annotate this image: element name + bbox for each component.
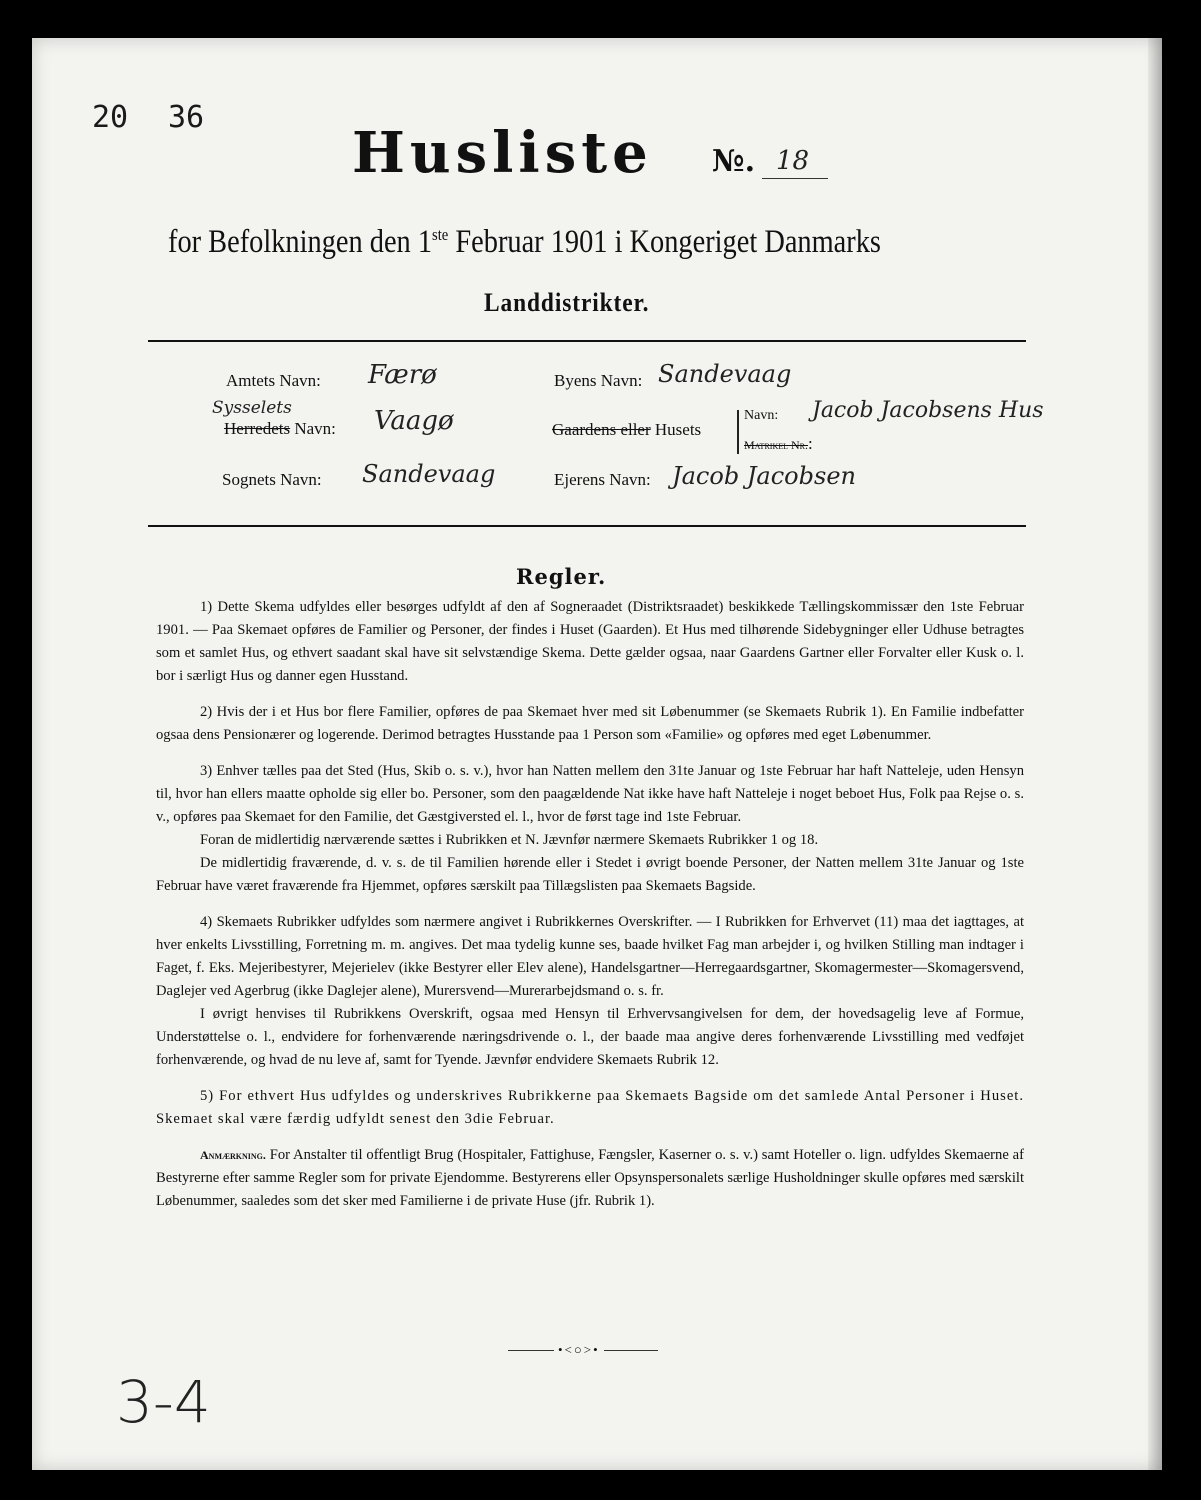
- number-mark: №.: [712, 144, 756, 179]
- house-name-value: Jacob Jacobsens Hus: [812, 398, 1044, 423]
- herred-label: Herredets Navn:: [224, 419, 336, 438]
- field-bracket: [737, 410, 739, 454]
- top-divider: [148, 340, 1026, 342]
- number-underline: [762, 178, 828, 179]
- rule-3: 3) Enhver tælles paa det Sted (Hus, Skib o. s. v.), hvor han Natten mellem den 31te Januar og 1ste Februar har haft Natteleje, uden Hensyn til, hvor han ellers maatte opholde sig eller bo. Personer, som den paagældende Nat ikke have haft Natteleje i noget beboet Hus, Folk paa Rejse o. s. v., opføres paa Skemaet for den Familie, det Gæstgiversted el. l., hvor de først tage ind 1ste Februar.: [156, 763, 1024, 825]
- rule-3-fravaerende: De midlertidig fraværende, d. v. s. de til Familien hørende eller i Stedet i øvrigt boende Personer, der Natten mellem 31te Januar og 1ste Februar have været fraværende fra Hjemmet, opføres særskilt paa Tillægslisten paa Skemaets Bagside.: [156, 855, 1024, 894]
- form-subtitle: for Befolkningen den 1ste Februar 1901 i Kongeriget Danmarks: [168, 224, 881, 260]
- rule-5: 5) For ethvert Hus udfyldes og underskrives Rubrikkerne paa Skemaets Bagside om det samlede Antal Personer i Huset. Skemaet skal være færdig udfyldt senest den 3die Februar.: [156, 1088, 1024, 1127]
- census-form-page: [32, 38, 1162, 1470]
- amt-value: Færø: [368, 360, 437, 390]
- by-label: Byens Navn:: [554, 371, 643, 390]
- rule-3-foran: Foran de midlertidig nærværende sættes i Rubrikken et N. Jævnfør nærmere Skemaets Rubrikker 1 og 18.: [200, 832, 819, 848]
- rule-2: 2) Hvis der i et Hus bor flere Familier, opføres de paa Skemaet hver med sit Løbenummer (se Skemaets Rubrik 1). En Familie indbefatter ogsaa dens Pensionærer og logerende. Derimod betragtes Husstande paa 1 Person som «Familie» og opføres med eget Løbenummer.: [156, 704, 1024, 743]
- note: Anmærkning. For Anstalter til offentligt Brug (Hospitaler, Fattighuse, Fængsler, Kaserner o. s. v.) samt Hoteller o. lign. udfyldes Skemaerne af Bestyrerne efter samme Regler som for private Ejendomme. Bestyrerens eller Opsynspersonalets særlige Husholdninger skulle opføres med særskilt Løbenummer, saaledes som det sker med Familierne i de private Huse (jfr. Rubrik 1).: [156, 1147, 1024, 1209]
- herred-handwritten-correction: Sysselets: [212, 398, 292, 418]
- navn-label: Navn:: [744, 408, 779, 423]
- form-subtitle-district: Landdistrikter.: [484, 288, 650, 317]
- rules-heading: Regler.: [516, 564, 607, 589]
- ejer-label: Ejerens Navn:: [554, 470, 651, 489]
- herred-value: Vaagø: [374, 406, 454, 436]
- house-number-handwritten: 18: [776, 146, 810, 176]
- rule-1: 1) Dette Skema udfyldes eller besørges udfyldt af den af Sogneraadet (Distriktsraadet) beskikkede Tællingskommissær den 1ste Februar 1901. — Paa Skemaet opføres de Familier og Personer, der findes i Huset (Gaarden). Et Hus med tilhørende Sidebygninger eller Udhuse betragtes som et samlet Hus, og ethvert saadant skal have sit selvstændige Skema. Dette gælder ogsaa, naar Gaardens Gartner eller Forvalter eller Kusk o. l. bor i særligt Hus og danner egen Husstand.: [156, 599, 1024, 684]
- amt-label: Amtets Navn:: [226, 371, 321, 390]
- matrikel-label: Matrikel Nr.:: [744, 434, 813, 453]
- sogn-value: Sandevaag: [362, 460, 496, 488]
- bottom-divider: [148, 525, 1026, 527]
- bottom-handwritten-number: 3-4: [116, 1368, 211, 1436]
- rule-4-continued: I øvrigt henvises til Rubrikkens Overskrift, ogsaa med Hensyn til Erhvervsangivelsen for dem, der hovedsagelig leve af Formue, Understøttelse o. l., endvidere for forhenværende næringsdrivende o. l., der baade maa angive deres forhenværende Livsstilling med vedføjet forhenværende, og hvad de nu leve af, samt for Tyende. Jævnfør endvidere Skemaets Rubrik 12.: [156, 1006, 1024, 1068]
- archive-number-right: 36: [168, 100, 205, 135]
- ornament: •<○>•: [554, 1342, 604, 1358]
- by-value: Sandevaag: [658, 360, 792, 388]
- archive-number-left: 20: [92, 100, 129, 135]
- rules-body: [156, 596, 1024, 1226]
- ejer-value: Jacob Jacobsen: [672, 462, 856, 490]
- sogn-label: Sognets Navn:: [222, 470, 322, 489]
- form-title: Husliste: [352, 120, 653, 186]
- husets-label: Gaardens eller Husets: [552, 420, 702, 439]
- rule-4: 4) Skemaets Rubrikker udfyldes som nærmere angivet i Rubrikkernes Overskrifter. — I Rubrikken for Erhvervet (11) maa det iagttages, at hver enkelts Livsstilling, Forretning m. m. angives. Det maa tydelig kunne ses, baade hvilket Fag man arbejder i, og hvilken Stilling man indtager i Faget, f. Eks. Mejeribestyrer, Mejerielev (ikke Bestyrer eller Elev alene), Handelsgartner—Herregaardsgartner, Skomagermester—Skomagersvend, Daglejer ved Agerbrug (ikke Daglejer alene), Murersvend—Murerarbejdsmand o. s. fr.: [156, 914, 1024, 999]
